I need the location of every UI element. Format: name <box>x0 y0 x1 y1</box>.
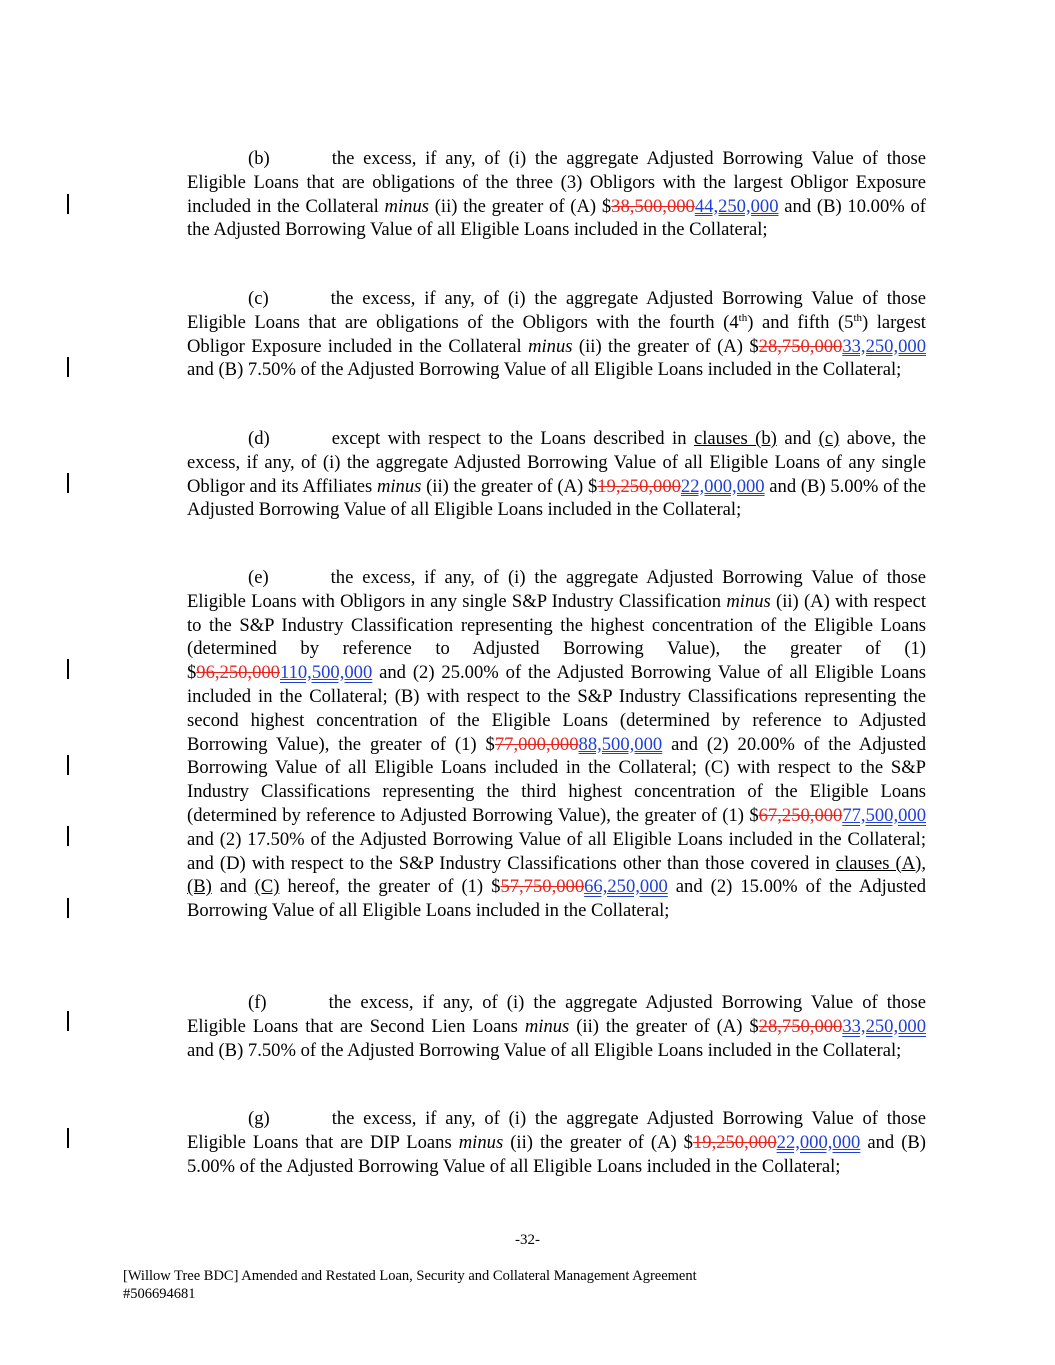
footer-doc-id: #506694681 <box>123 1285 196 1302</box>
clause-text: except with respect to the Loans described in <box>331 428 694 449</box>
clause-text: (ii) the greater of (A) $ <box>421 475 598 497</box>
clause-d <box>187 427 926 522</box>
change-bar <box>67 1128 69 1148</box>
clause-label: (c) <box>248 288 269 309</box>
clause-text: and (B) 5.00% of the Adjusted Borrowing Value of all Eligible Loans included in the Collateral; <box>187 475 926 521</box>
deleted-amount: 19,250,000 <box>597 475 681 497</box>
clause-text: the excess, if any, of (i) the aggregate Adjusted Borrowing Value of those Eligible Loans that are obligations of the three (3) Obligors with the largest Obligor Exposure included in the Collateral <box>187 148 926 217</box>
clause-label: (e) <box>248 567 269 588</box>
inserted-amount: 33,250,000 <box>842 1015 926 1037</box>
deleted-amount: 77,000,000 <box>494 733 579 755</box>
inserted-amount: 22,000,000 <box>776 1131 861 1153</box>
superscript: th <box>853 311 862 324</box>
deleted-amount: 38,500,000 <box>611 195 695 217</box>
footer <box>123 1268 697 1303</box>
clause-label: (g) <box>248 1108 270 1129</box>
clause-b <box>187 147 926 242</box>
clause-c <box>187 287 926 382</box>
clause-text: and (2) 20.00% of the Adjusted Borrowing Value of all Eligible Loans included in the Collateral; (C) with respect to the S&P Industry Classifications representing the third highest concentration of the Eligible Loans (determined by reference to Adjusted Borrowing Value), the greater of (1) $ <box>187 733 926 826</box>
clause-text: the excess, if any, of (i) the aggregate Adjusted Borrowing Value of those Eligible Loans with Obligors in any single S&P Industry Classification <box>187 567 926 612</box>
clause-text: and (B) 10.00% of the Adjusted Borrowing Value of all Eligible Loans included in the Collateral; <box>187 195 926 241</box>
clause-e <box>187 566 926 923</box>
clause-text: the excess, if any, of (i) the aggregate Adjusted Borrowing Value of those Eligible Loans that are DIP Loans <box>187 1108 926 1153</box>
minus-term: minus <box>528 335 573 357</box>
clause-text: and (B) 5.00% of the Adjusted Borrowing Value of all Eligible Loans included in the Collateral; <box>187 1131 926 1177</box>
deleted-amount: 19,250,000 <box>692 1131 777 1153</box>
change-bar <box>67 1011 69 1031</box>
inserted-amount: 22,000,000 <box>680 475 765 497</box>
minus-term: minus <box>458 1131 504 1153</box>
inserted-amount: 66,250,000 <box>584 876 668 898</box>
clause-g <box>187 1107 926 1178</box>
clause-reference: (c) <box>818 428 840 449</box>
clause-text: (ii) (A) with respect to the S&P Industry Classification representing the highest concentration of the Eligible Loans (determined by reference to Adjusted Borrowing Value), the greater of (1) $ <box>187 590 927 684</box>
clause-reference: clauses (A) <box>835 852 922 874</box>
clause-label: (f) <box>248 992 267 1013</box>
clause-text: , <box>921 852 926 874</box>
clause-text: and (2) 15.00% of the Adjusted Borrowing Value of all Eligible Loans included in the Collateral; <box>187 876 926 922</box>
clause-f <box>187 991 926 1062</box>
inserted-amount: 88,500,000 <box>578 733 663 755</box>
change-bar <box>67 898 69 918</box>
clause-reference: (C) <box>254 876 280 898</box>
inserted-amount: 33,250,000 <box>842 335 926 357</box>
clause-text: (ii) the greater of (A) $ <box>572 335 759 357</box>
page-number: -32- <box>515 1232 540 1248</box>
deleted-amount: 28,750,000 <box>758 335 843 357</box>
inserted-amount: 44,250,000 <box>694 195 779 217</box>
clause-text: and <box>776 428 819 449</box>
change-bar <box>67 194 69 214</box>
deleted-amount: 67,250,000 <box>758 804 843 826</box>
clause-reference: (B) <box>187 876 212 898</box>
clause-reference: clauses (b) <box>694 428 777 449</box>
change-bar <box>67 755 69 775</box>
clause-text: and (2) 25.00% of the Adjusted Borrowing Value of all Eligible Loans included in the Collateral; (B) with respect to the S&P Industry Classifications representing the second highest concentration of the Eligible Loans (determined by reference to Adjusted Borrowing Value), the greater of (1) $ <box>187 662 926 755</box>
footer-title: [Willow Tree BDC] Amended and Restated Loan, Security and Collateral Management Agreement <box>123 1268 697 1284</box>
clause-text: the excess, if any, of (i) the aggregate Adjusted Borrowing Value of those Eligible Loans that are Second Lien Loans <box>187 992 926 1037</box>
clause-text: above, the excess, if any, of (i) the aggregate Adjusted Borrowing Value of all Eligible Loans of any single Obligor and its Affiliates <box>187 428 926 497</box>
clause-text: and (B) 7.50% of the Adjusted Borrowing Value of all Eligible Loans included in the Collateral; <box>187 1039 902 1061</box>
clause-text: ) and fifth (5 <box>747 311 854 333</box>
clause-text: the excess, if any, of (i) the aggregate Adjusted Borrowing Value of those Eligible Loans that are obligations of the Obligors with the fourth (4 <box>187 288 926 333</box>
clause-text: and (2) 17.50% of the Adjusted Borrowing Value of all Eligible Loans included in the Collateral; and (D) with respect to the S&P Industry Classifications other than those covered in <box>187 828 926 874</box>
clause-text: ) largest Obligor Exposure included in the Collateral <box>187 311 926 357</box>
deleted-amount: 96,250,000 <box>196 662 280 684</box>
minus-term: minus <box>384 195 429 217</box>
clause-text: and <box>211 876 255 898</box>
clause-text: hereof, the greater of (1) $ <box>279 876 501 898</box>
minus-term: minus <box>726 590 771 612</box>
change-bar <box>67 357 69 377</box>
clause-text: (ii) the greater of (A) $ <box>503 1131 693 1153</box>
clause-text: and (B) 7.50% of the Adjusted Borrowing Value of all Eligible Loans included in the Collateral; <box>187 359 902 381</box>
minus-term: minus <box>376 475 422 497</box>
minus-term: minus <box>524 1015 570 1037</box>
change-bar <box>67 826 69 846</box>
clause-text: (ii) the greater of (A) $ <box>569 1015 759 1037</box>
clause-label: (b) <box>248 148 270 169</box>
clause-text: (ii) the greater of (A) $ <box>428 195 612 217</box>
inserted-amount: 77,500,000 <box>842 804 926 826</box>
deleted-amount: 28,750,000 <box>758 1015 843 1037</box>
superscript: th <box>738 311 748 324</box>
deleted-amount: 57,750,000 <box>500 876 585 898</box>
change-bar <box>67 473 69 493</box>
clause-label: (d) <box>248 428 270 449</box>
inserted-amount: 110,500,000 <box>279 662 373 684</box>
change-bar <box>67 659 69 679</box>
